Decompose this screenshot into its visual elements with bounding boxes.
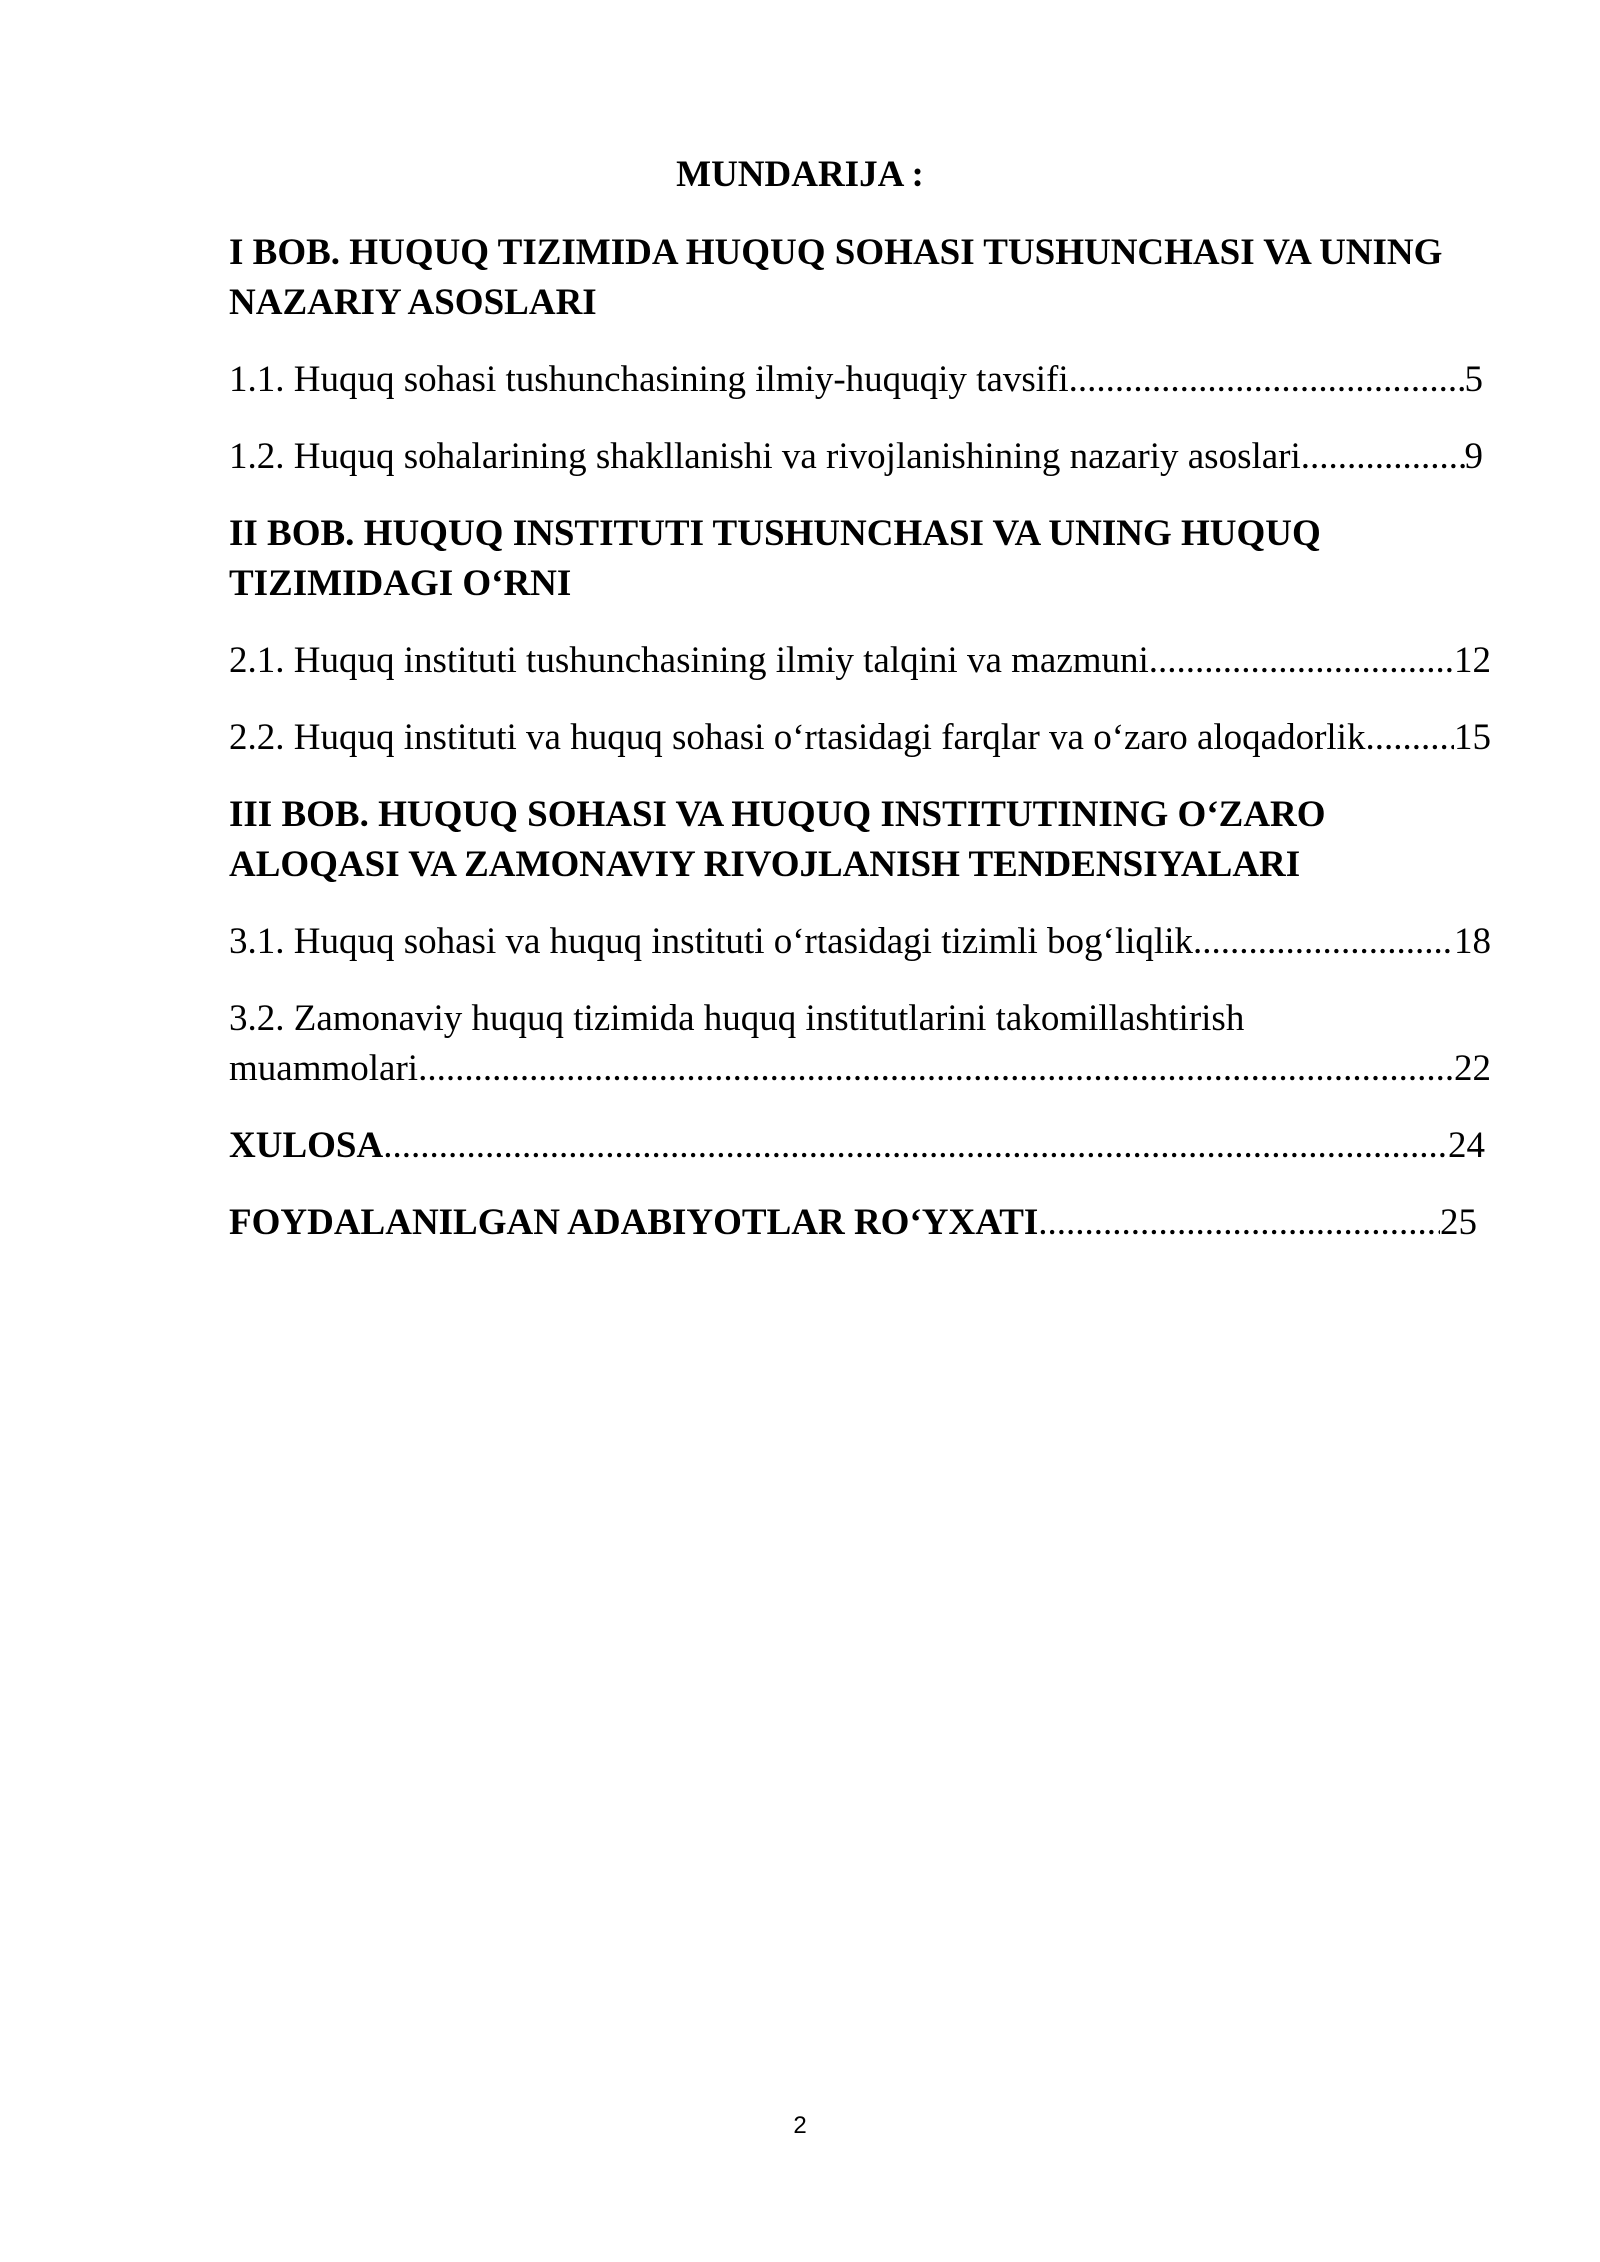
dot-leader [1038, 1198, 1440, 1248]
toc-entry-1-2[interactable] [229, 432, 1483, 482]
conclusion-page: 24 [1448, 1125, 1485, 1166]
dot-leader [1301, 432, 1465, 482]
entry-2-1-page: 12 [1454, 640, 1491, 681]
entry-3-2-line-1: 3.2. Zamonaviy huquq tizimida huquq institutlarini takomillashtirish [229, 998, 1245, 1039]
toc-entry-2-1[interactable] [229, 636, 1491, 686]
toc-chapter-1 [229, 228, 1491, 328]
toc-entry-2-2[interactable] [229, 713, 1491, 763]
toc-chapter-3 [229, 790, 1491, 890]
toc-entry-3-1[interactable] [229, 917, 1491, 967]
conclusion-label: XULOSA [229, 1125, 384, 1166]
toc-references[interactable] [229, 1198, 1477, 1248]
dot-leader [1193, 917, 1454, 967]
references-page: 25 [1440, 1202, 1477, 1243]
dot-leader [1365, 713, 1454, 763]
toc-entry-3-2[interactable] [229, 994, 1491, 1094]
entry-2-2-label: 2.2. Huquq instituti va huquq sohasi o‘rtasidagi farqlar va o‘zaro aloqadorlik [229, 717, 1366, 758]
entry-3-2-label: muammolari [229, 1048, 419, 1089]
chapter-1-title-line-2: NAZARIY ASOSLARI [229, 282, 597, 323]
chapter-2-title-line-1: II BOB. HUQUQ INSTITUTI TUSHUNCHASI VA UNING HUQUQ [229, 513, 1321, 554]
references-label: FOYDALANILGAN ADABIYOTLAR RO‘YXATI [229, 1202, 1039, 1243]
toc-chapter-2 [229, 509, 1491, 609]
chapter-1-title-line-1: I BOB. HUQUQ TIZIMIDA HUQUQ SOHASI TUSHUNCHASI VA UNING [229, 232, 1443, 273]
entry-3-2-page: 22 [1454, 1048, 1491, 1089]
dot-leader [1069, 355, 1465, 405]
entry-3-1-label: 3.1. Huquq sohasi va huquq instituti o‘rtasidagi tizimli bog‘liqlik [229, 921, 1193, 962]
toc-title: MUNDARIJA : [676, 154, 924, 195]
entry-2-2-page: 15 [1454, 717, 1491, 758]
chapter-3-title-line-1: III BOB. HUQUQ SOHASI VA HUQUQ INSTITUTINING O‘ZARO [229, 794, 1326, 835]
entry-3-1-page: 18 [1454, 921, 1491, 962]
entry-1-1-page: 5 [1464, 359, 1483, 400]
entry-2-1-label: 2.1. Huquq instituti tushunchasining ilmiy talqini va mazmuni [229, 640, 1149, 681]
entry-1-2-page: 9 [1464, 436, 1483, 477]
dot-leader [418, 1044, 1454, 1094]
page-number: 2 [793, 2112, 807, 2139]
entry-1-2-label: 1.2. Huquq sohalarining shakllanishi va rivojlanishining nazariy asoslari [229, 436, 1301, 477]
chapter-3-title-line-2: ALOQASI VA ZAMONAVIY RIVOJLANISH TENDENSIYALARI [229, 844, 1301, 885]
toc-conclusion[interactable] [229, 1121, 1485, 1171]
dot-leader [1149, 636, 1454, 686]
toc-entry-1-1[interactable] [229, 355, 1483, 405]
dot-leader [383, 1121, 1448, 1171]
chapter-2-title-line-2: TIZIMIDAGI O‘RNI [229, 563, 572, 604]
entry-1-1-label: 1.1. Huquq sohasi tushunchasining ilmiy-huquqiy tavsifi [229, 359, 1069, 400]
